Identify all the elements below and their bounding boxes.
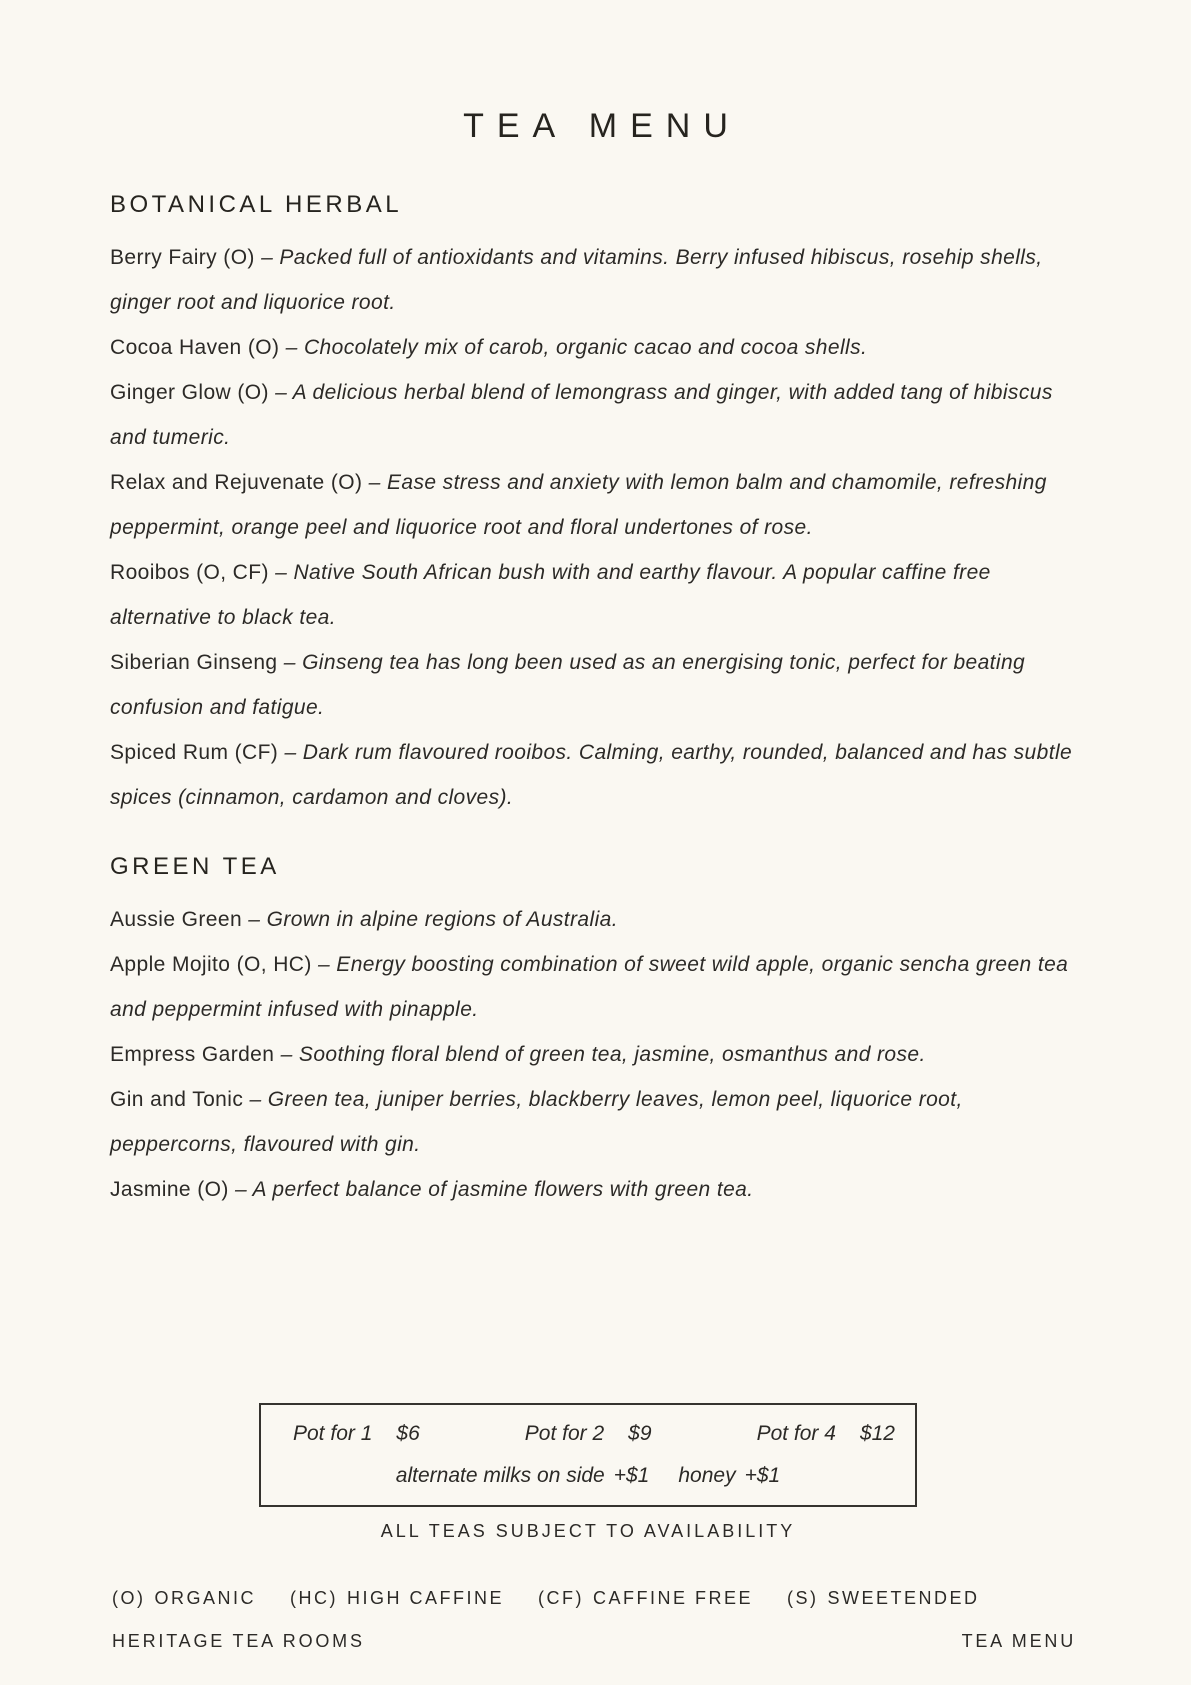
availability-note: ALL TEAS SUBJECT TO AVAILABILITY [380, 1521, 796, 1541]
pot-price: $9 [628, 1422, 652, 1446]
name-description-separator: – [362, 471, 387, 494]
tea-sections [110, 190, 1081, 1212]
legend-label: SWEETENDED [827, 1588, 980, 1608]
pot-size-label: Pot for 2 [524, 1422, 605, 1446]
name-description-separator: – [268, 381, 293, 404]
pot-price-option [757, 1422, 895, 1446]
tea-description: A perfect balance of jasmine flowers with green tea. [252, 1178, 754, 1201]
section-heading: GREEN TEA [110, 853, 280, 880]
tea-name: Rooibos (O, CF) [110, 561, 269, 584]
tea-name: Ginger Glow (O) [110, 381, 269, 404]
tea-description: Grown in alpine regions of Australia. [266, 908, 618, 931]
tea-description: Soothing floral blend of green tea, jasmine, osmanthus and rose. [298, 1043, 926, 1066]
pot-size-label: Pot for 1 [293, 1422, 373, 1446]
tea-description: Energy boosting combination of sweet wild apple, organic sencha green tea and peppermint infused with pinapple. [110, 953, 1069, 1021]
tea-list [110, 235, 1081, 820]
name-description-separator: – [228, 1178, 253, 1201]
name-description-separator: – [243, 1088, 268, 1111]
extra-label: alternate milks on side [395, 1463, 605, 1487]
tea-name: Jasmine (O) [110, 1178, 229, 1201]
tea-item [110, 550, 1081, 640]
name-description-separator: – [278, 741, 303, 764]
pricing-box [259, 1403, 917, 1507]
legend-code: (CF) [538, 1588, 585, 1608]
tea-item [110, 370, 1081, 460]
tea-description: Native South African bush with and earthy flavour. A popular caffine free alternative to black tea. [110, 561, 991, 629]
legend-code: (O) [112, 1588, 146, 1608]
name-description-separator: – [279, 336, 304, 359]
tea-description: A delicious herbal blend of lemongrass and ginger, with added tang of hibiscus and tumeric. [110, 381, 1053, 449]
footer-menu-name: TEA MENU [961, 1631, 1076, 1651]
tea-name: Apple Mojito (O, HC) [110, 953, 312, 976]
name-description-separator: – [242, 908, 267, 931]
pot-price: $6 [396, 1422, 420, 1446]
tea-item [110, 235, 1081, 325]
name-description-separator: – [277, 651, 303, 674]
tea-item [110, 730, 1081, 820]
page-title: TEA MENU [463, 107, 741, 145]
tea-section [110, 190, 1081, 820]
legend-label: CAFFINE FREE [593, 1588, 754, 1608]
tea-item [110, 897, 1081, 942]
tea-item [110, 942, 1081, 1032]
tea-description: Packed full of antioxidants and vitamins. Berry infused hibiscus, rosehip shells, ginger root and liquorice root. [110, 246, 1043, 314]
tea-item [110, 460, 1081, 550]
tea-name: Spiced Rum (CF) [110, 741, 279, 764]
tea-name: Gin and Tonic [110, 1088, 244, 1111]
tea-item [110, 1032, 1081, 1077]
name-description-separator: – [274, 1043, 299, 1066]
abbreviation-legend [112, 1588, 980, 1609]
tea-name: Relax and Rejuvenate (O) [110, 471, 363, 494]
name-description-separator: – [268, 561, 294, 584]
tea-description: Chocolately mix of carob, organic cacao and cocoa shells. [303, 336, 868, 359]
extra-price: +$1 [744, 1463, 781, 1487]
extra-price: +$1 [613, 1463, 650, 1487]
legend-label: ORGANIC [154, 1588, 257, 1608]
name-description-separator: – [311, 953, 337, 976]
footer [112, 1631, 1076, 1652]
extra-label: honey [678, 1463, 736, 1487]
tea-description: Dark rum flavoured rooibos. Calming, earthy, rounded, balanced and has subtle spices (cinnamon, cardamon and cloves). [110, 741, 1073, 809]
tea-name: Siberian Ginseng [110, 651, 278, 674]
tea-name: Aussie Green [110, 908, 243, 931]
tea-description: Green tea, juniper berries, blackberry leaves, lemon peel, liquorice root, peppercorns, flavoured with gin. [110, 1088, 963, 1156]
pot-price: $12 [859, 1422, 895, 1446]
pot-prices-row [261, 1422, 915, 1446]
tea-section [110, 852, 1081, 1212]
tea-item [110, 1167, 1081, 1212]
extra-option [396, 1464, 650, 1488]
tea-item [110, 325, 1081, 370]
tea-item [110, 1077, 1081, 1167]
tea-description: Ease stress and anxiety with lemon balm and chamomile, refreshing peppermint, orange peel and liquorice root and floral undertones of rose. [110, 471, 1047, 539]
pot-size-label: Pot for 4 [756, 1422, 836, 1446]
extra-option [678, 1464, 780, 1488]
legend-label: HIGH CAFFINE [347, 1588, 505, 1608]
name-description-separator: – [254, 246, 280, 269]
pot-price-option [293, 1422, 420, 1446]
legend-item [787, 1588, 980, 1609]
tea-name: Empress Garden [110, 1043, 275, 1066]
tea-description: Ginseng tea has long been used as an energising tonic, perfect for beating confusion and fatigue. [110, 651, 1026, 719]
footer-venue-name: HERITAGE TEA ROOMS [112, 1631, 365, 1651]
extras-row [261, 1464, 915, 1488]
legend-item [290, 1588, 504, 1609]
pot-price-option [525, 1422, 652, 1446]
legend-item [112, 1588, 256, 1609]
legend-code: (S) [787, 1588, 819, 1608]
section-heading: BOTANICAL HERBAL [110, 191, 403, 218]
legend-item [538, 1588, 753, 1609]
legend-code: (HC) [290, 1588, 339, 1608]
tea-name: Cocoa Haven (O) [110, 336, 280, 359]
tea-name: Berry Fairy (O) [110, 246, 255, 269]
tea-item [110, 640, 1081, 730]
tea-list [110, 897, 1081, 1212]
